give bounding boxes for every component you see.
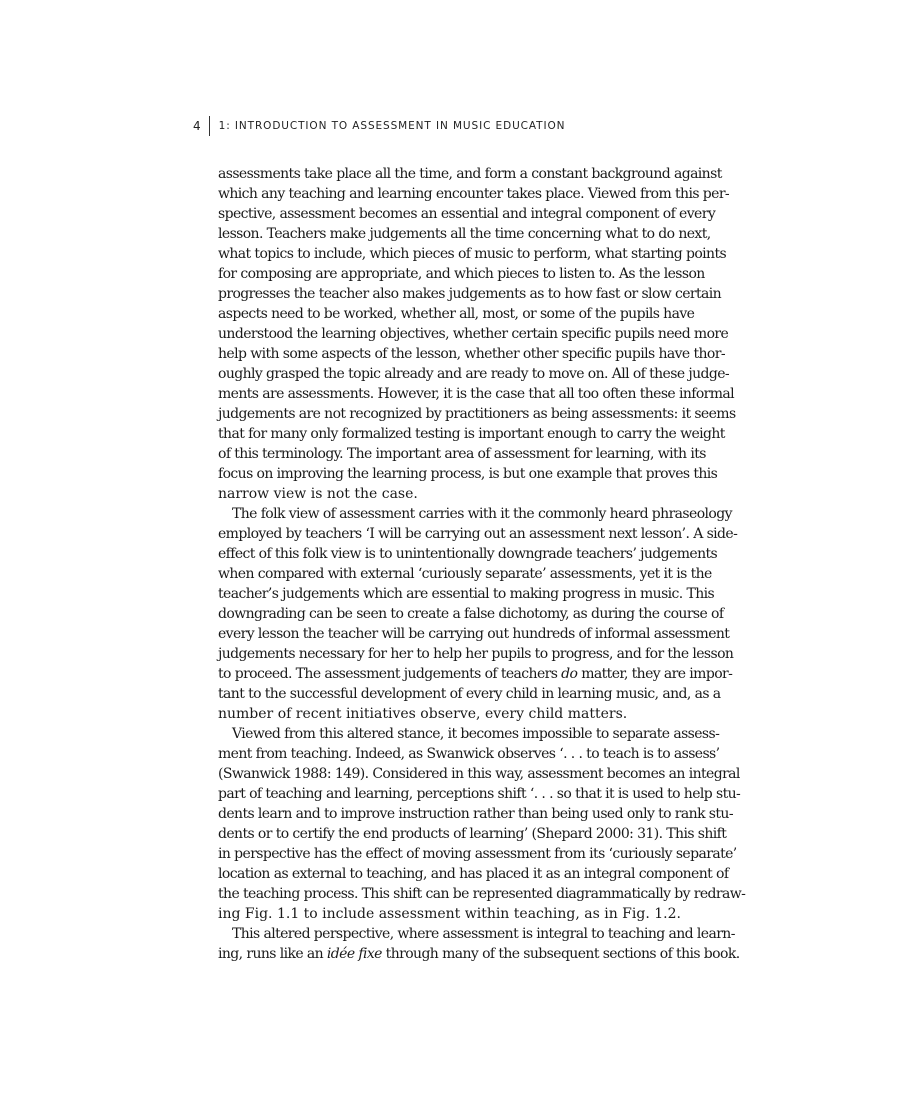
text-run: progresses the teacher also makes judgements as to how fast or slow certain (218, 286, 722, 302)
text-run: downgrading can be seen to create a false dichotomy, as during the course of (218, 606, 724, 622)
text-run: assessments take place all the time, and form a constant background against (218, 166, 722, 182)
text-line (218, 704, 689, 724)
text-line (218, 924, 735, 944)
text-run: tant to the successful development of every child in learning music, and, as a (218, 686, 721, 702)
text-line (218, 784, 741, 804)
text-line (218, 884, 746, 904)
text-run: in perspective has the effect of moving assessment from its ‘curiously separate’ (218, 846, 737, 862)
running-head (193, 116, 565, 136)
text-run: (Swanwick 1988: 149). Considered in this way, assessment becomes an integral (218, 766, 740, 782)
text-line (218, 904, 689, 924)
text-line (218, 864, 729, 884)
paragraph (218, 924, 740, 964)
text-run: through many of the subsequent sections of this book. (381, 946, 740, 962)
text-line (218, 724, 720, 744)
text-run: that for many only formalized testing is important enough to carry the weight (218, 426, 725, 442)
text-line (218, 944, 740, 964)
text-run: location as external to teaching, and has placed it as an integral component of (218, 866, 729, 882)
text-run: employed by teachers ‘I will be carrying out an assessment next lesson’. A side- (218, 526, 738, 542)
text-line (218, 764, 740, 784)
italic-text: idée fixe (326, 946, 382, 962)
text-run: number of recent initiatives observe, every child matters. (218, 706, 628, 722)
text-line (218, 524, 738, 544)
text-run: oughly grasped the topic already and are ready to move on. All of these judge- (218, 366, 730, 382)
text-line (218, 804, 733, 824)
page-number: 4 (193, 119, 201, 133)
text-line (218, 204, 716, 224)
text-run: spective, assessment becomes an essential and integral component of every (218, 206, 716, 222)
text-run: ments are assessments. However, it is the case that all too often these informal (218, 386, 735, 402)
text-run: what topics to include, which pieces of music to perform, what starting points (218, 246, 727, 262)
text-run: lesson. Teachers make judgements all the time concerning what to do next, (218, 226, 711, 242)
text-run: Viewed from this altered stance, it becomes impossible to separate assess- (232, 726, 720, 742)
text-run: effect of this folk view is to unintentionally downgrade teachers’ judgements (218, 546, 718, 562)
body-text (218, 164, 746, 964)
text-line (218, 364, 730, 384)
text-line (218, 584, 715, 604)
text-line (218, 544, 718, 564)
text-line (218, 664, 733, 684)
text-line (218, 424, 725, 444)
paragraph (218, 164, 736, 504)
text-run: the teaching process. This shift can be represented diagrammatically by redraw- (218, 886, 746, 902)
running-title: 1: INTRODUCTION TO ASSESSMENT IN MUSIC EDUCATION (218, 120, 566, 132)
text-run: ing, runs like an (218, 946, 327, 962)
text-run: part of teaching and learning, perceptions shift ‘. . . so that it is used to help stu- (218, 786, 741, 802)
text-line (218, 484, 689, 504)
text-run: dents learn and to improve instruction rather than being used only to rank stu- (218, 806, 733, 822)
text-line (218, 384, 735, 404)
text-line (218, 264, 705, 284)
text-line (218, 404, 736, 424)
text-line (218, 284, 722, 304)
text-run: of this terminology. The important area of assessment for learning, with its (218, 446, 706, 462)
text-run: teacher’s judgements which are essential to making progress in music. This (218, 586, 715, 602)
text-line (218, 224, 711, 244)
text-line (218, 344, 725, 364)
text-run: ing Fig. 1.1 to include assessment within teaching, as in Fig. 1.2. (218, 906, 681, 922)
text-run: matter, they are impor- (577, 666, 733, 682)
text-line (218, 464, 718, 484)
text-line (218, 824, 727, 844)
text-line (218, 844, 737, 864)
paragraph (218, 724, 746, 924)
text-line (218, 164, 722, 184)
text-run: judgements necessary for her to help her pupils to progress, and for the lesson (218, 646, 734, 662)
text-line (218, 504, 732, 524)
text-line (218, 684, 721, 704)
text-run: focus on improving the learning process, is but one example that proves this (218, 466, 718, 482)
italic-text: do (561, 666, 578, 682)
text-run: narrow view is not the case. (218, 486, 418, 502)
header-divider (209, 116, 210, 136)
paragraph (218, 504, 738, 724)
text-line (218, 444, 706, 464)
text-line (218, 604, 724, 624)
text-run: The folk view of assessment carries with it the commonly heard phraseology (232, 506, 732, 522)
text-run: aspects need to be worked, whether all, most, or some of the pupils have (218, 306, 695, 322)
text-line (218, 644, 734, 664)
text-run: to proceed. The assessment judgements of teachers (218, 666, 562, 682)
text-run: This altered perspective, where assessment is integral to teaching and learn- (232, 926, 735, 942)
text-run: for composing are appropriate, and which pieces to listen to. As the lesson (218, 266, 705, 282)
text-line (218, 624, 730, 644)
text-run: help with some aspects of the lesson, whether other specific pupils have thor- (218, 346, 725, 362)
text-run: understood the learning objectives, whether certain specific pupils need more (218, 326, 729, 342)
text-run: ment from teaching. Indeed, as Swanwick observes ‘. . . to teach is to assess’ (218, 746, 720, 762)
text-run: every lesson the teacher will be carrying out hundreds of informal assessment (218, 626, 730, 642)
text-run: dents or to certify the end products of learning’ (Shepard 2000: 31). This shift (218, 826, 727, 842)
text-line (218, 744, 720, 764)
text-run: when compared with external ‘curiously separate’ assessments, yet it is the (218, 566, 712, 582)
text-line (218, 564, 712, 584)
text-line (218, 324, 729, 344)
text-line (218, 184, 730, 204)
text-run: judgements are not recognized by practitioners as being assessments: it seems (218, 406, 736, 422)
text-run: which any teaching and learning encounter takes place. Viewed from this per- (218, 186, 730, 202)
text-line (218, 304, 695, 324)
text-line (218, 244, 727, 264)
